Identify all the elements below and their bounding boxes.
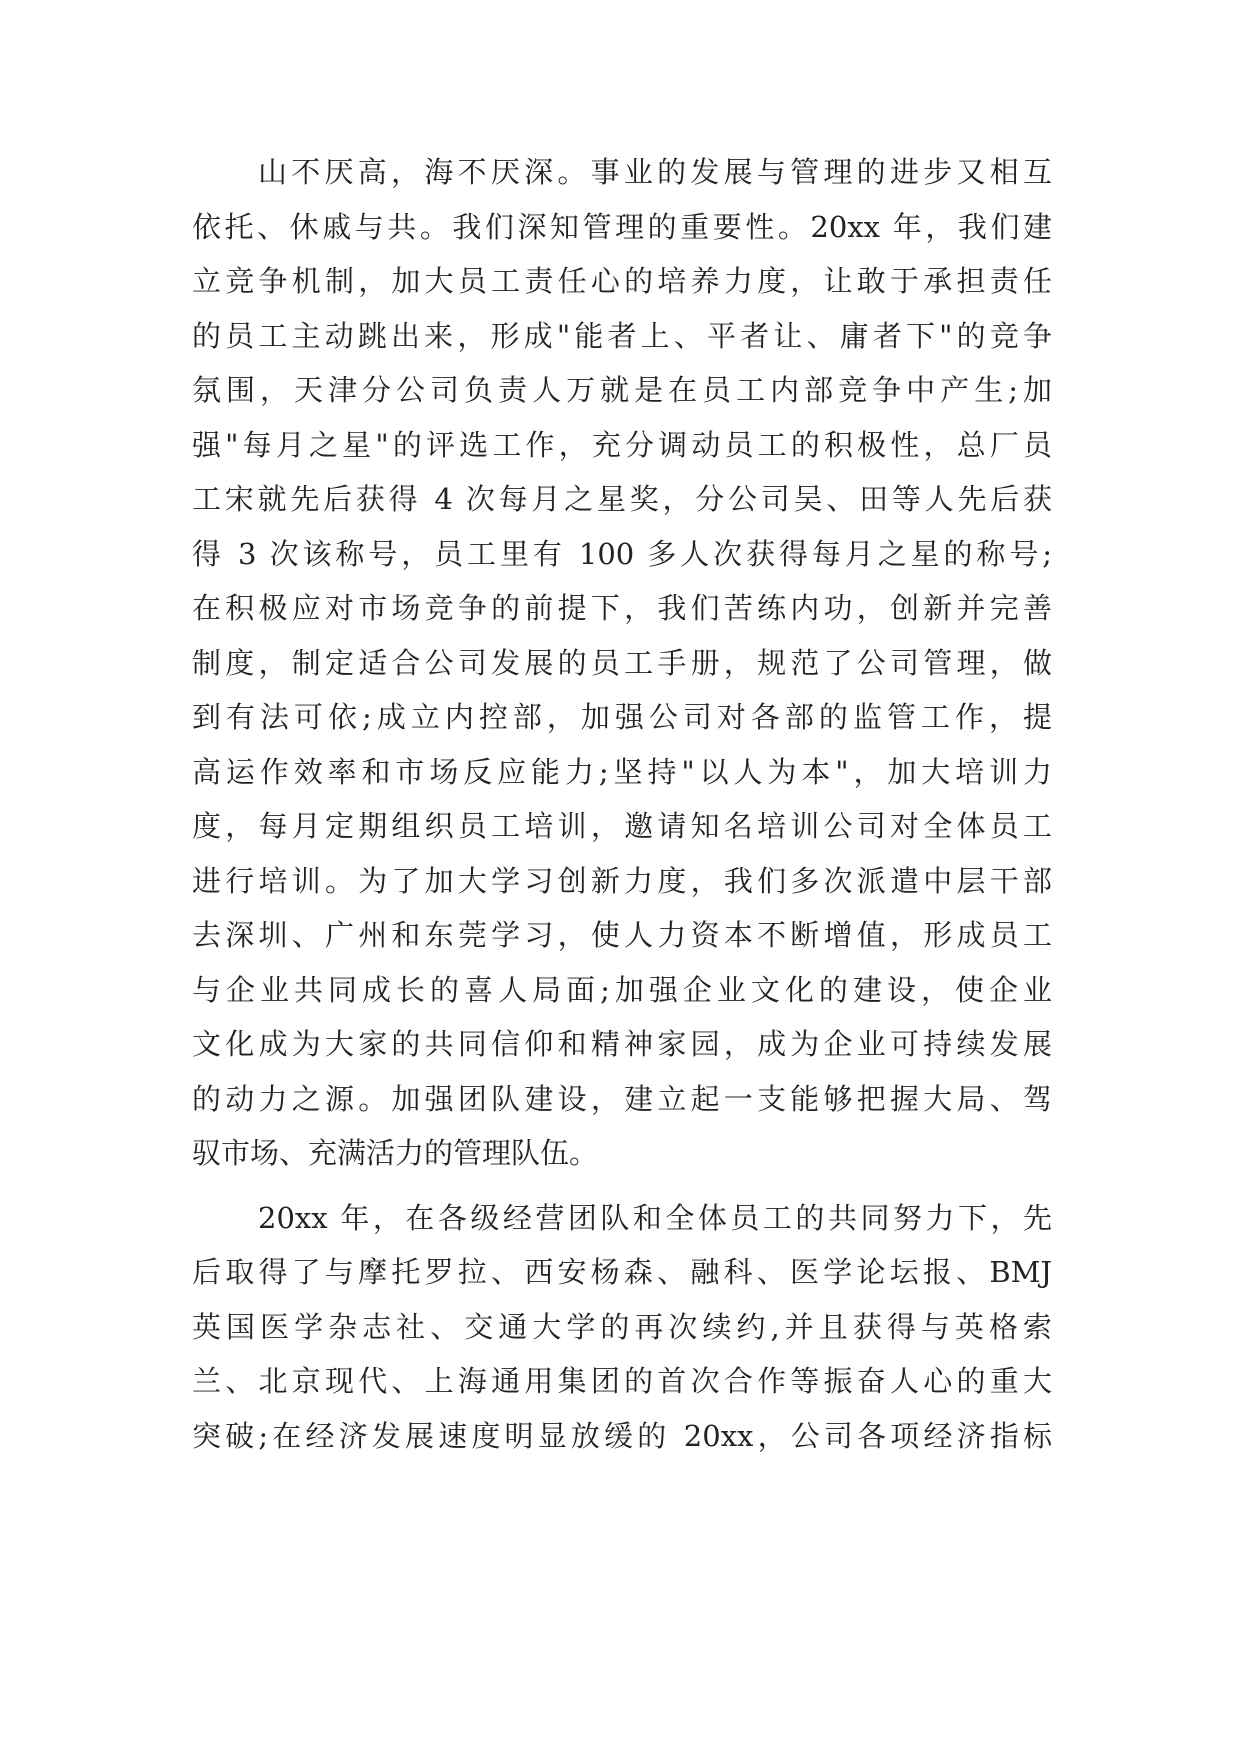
text-line: 英国医学杂志社、交通大学的再次续约,并且获得与英格索	[192, 1309, 1052, 1344]
text-line: 度，每月定期组织员工培训，邀请知名培训公司对全体员工	[192, 809, 1052, 843]
text-line: 山不厌高，海不厌深。事业的发展与管理的进步又相互	[258, 155, 1052, 189]
text-line: 氛围，天津分公司负责人万就是在员工内部竞争中产生;加	[192, 373, 1052, 407]
text-line: 到有法可依;成立内控部，加强公司对各部的监管工作，提	[192, 700, 1052, 734]
text-line: 依托、休戚与共。我们深知管理的重要性。20xx 年，我们建	[192, 209, 1052, 244]
text-line: 立竞争机制，加大员工责任心的培养力度，让敢于承担责任	[192, 264, 1052, 298]
text-line: 突破;在经济发展速度明显放缓的 20xx，公司各项经济指标	[192, 1418, 1052, 1453]
text-line: 的动力之源。加强团队建设，建立起一支能够把握大局、驾	[192, 1081, 1052, 1116]
text-line: 与企业共同成长的喜人局面;加强企业文化的建设，使企业	[192, 972, 1052, 1007]
text-line: 去深圳、广州和东莞学习，使人力资本不断增值，形成员工	[192, 918, 1052, 952]
text-line: 高运作效率和市场反应能力;坚持"以人为本"，加大培训力	[192, 754, 1052, 789]
text-line: 兰、北京现代、上海通用集团的首次合作等振奋人心的重大	[192, 1364, 1052, 1398]
paragraph-achievements	[192, 1191, 1052, 1464]
text-line: 文化成为大家的共同信仰和精神家园，成为企业可持续发展	[192, 1027, 1052, 1061]
paragraph-management	[192, 145, 1052, 1181]
body-text	[192, 145, 1052, 1463]
text-line: 工宋就先后获得 4 次每月之星奖，分公司吴、田等人先后获	[192, 482, 1052, 516]
text-line: 强"每月之星"的评选工作，充分调动员工的积极性，总厂员	[192, 427, 1052, 462]
paragraph-spacer	[192, 1181, 1052, 1191]
text-line: 驭市场、充满活力的管理队伍。	[192, 1136, 599, 1170]
text-line: 的员工主动跳出来，形成"能者上、平者让、庸者下"的竞争	[192, 318, 1052, 353]
text-line: 得 3 次该称号，员工里有 100 多人次获得每月之星的称号;	[192, 536, 1052, 571]
text-line: 进行培训。为了加大学习创新力度，我们多次派遣中层干部	[192, 863, 1052, 898]
text-line: 20xx 年，在各级经营团队和全体员工的共同努力下，先	[258, 1200, 1052, 1235]
text-line: 后取得了与摩托罗拉、西安杨森、融科、医学论坛报、BMJ	[192, 1255, 1052, 1289]
text-line: 制度，制定适合公司发展的员工手册，规范了公司管理，做	[192, 645, 1052, 680]
text-line: 在积极应对市场竞争的前提下，我们苦练内功，创新并完善	[192, 591, 1052, 625]
